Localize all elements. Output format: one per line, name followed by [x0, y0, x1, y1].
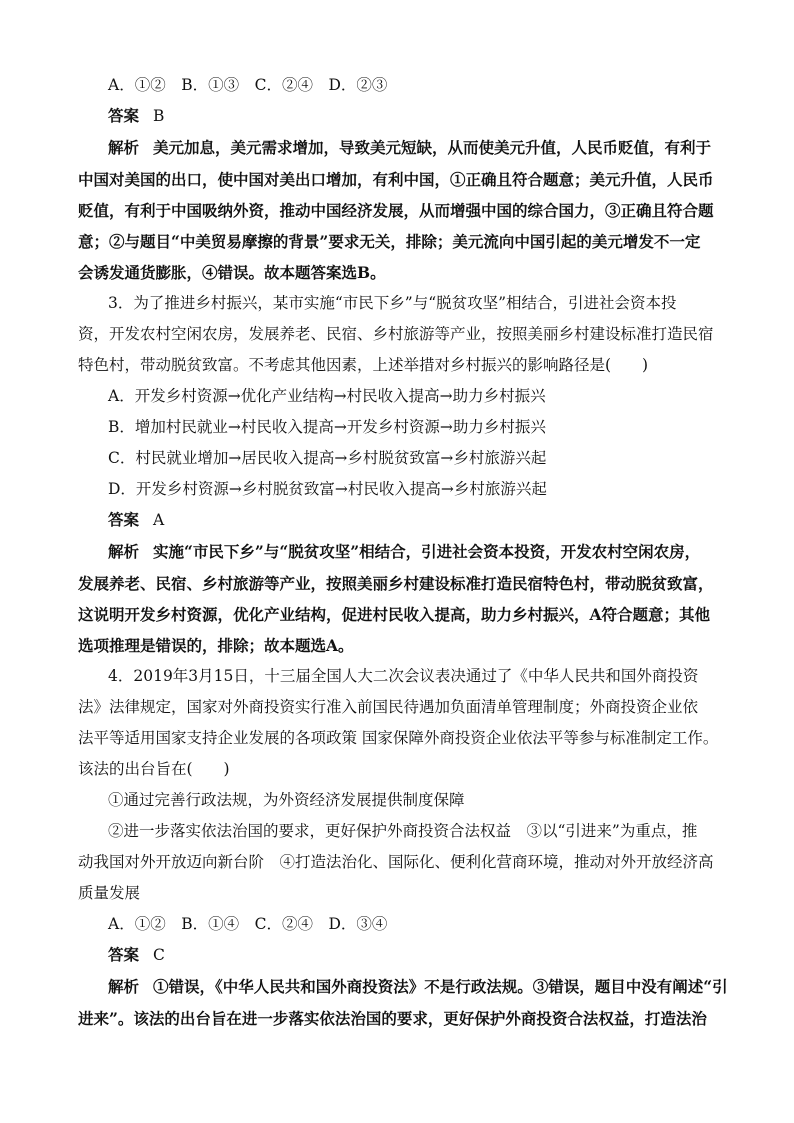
- q3-stem-line: 资，开发农村空闲农房，发展养老、民宿、乡村旅游等产业，按照美丽乡村建设标准打造民宿: [78, 325, 714, 343]
- q3-stem-line: 3．为了推进乡村振兴，某市实施“市民下乡”与“脱贫攻坚”相结合，引进社会资本投: [108, 294, 677, 312]
- q2-analysis-line: 解析 美元加息，美元需求增加，导致美元短缺，从而使美元升值，人民币贬值，有利于: [108, 138, 712, 157]
- document-page: [78, 70, 738, 1034]
- q2-options: A．①② B．①③ C．②④ D．②③: [108, 76, 388, 94]
- q3-stem-line: 特色村，带动脱贫致富。不考虑其他因素，上述举措对乡村振兴的影响路径是( ): [78, 356, 649, 374]
- q4-statement-line: ①通过完善行政法规，为外资经济发展提供制度保障: [108, 791, 465, 809]
- q4-analysis-line: 进来”。该法的出台旨在进一步落实依法治国的要求，更好保护外商投资合法权益，打造法治: [78, 1009, 707, 1028]
- q3-option-d: D．开发乡村资源→乡村脱贫致富→村民收入提高→乡村旅游兴起: [108, 480, 547, 498]
- q4-stem-line: 法》法律规定，国家对外商投资实行准入前国民待遇加负面清单管理制度；外商投资企业依: [78, 698, 699, 716]
- q3-answer-row: [78, 505, 738, 536]
- q4-analysis-line: 解析 ①错误，《中华人民共和国外商投资法》不是行政法规。③错误，题目中没有阐述“引: [108, 977, 728, 996]
- q4-stem-line: 4．2019年3月15日，十三届全国人大二次会议表决通过了《中华人民共和国外商投资: [108, 667, 699, 685]
- analysis-label: 解析: [108, 543, 140, 561]
- q2-analysis-line: 中国对美国的出口，使中国对美出口增加，有利中国，①正确且符合题意；美元升值，人民币: [78, 170, 714, 189]
- q4-stem-line: 法平等适用国家支持企业发展的各项政策 国家保障外商投资企业依法平等参与标准制定工作。: [78, 729, 719, 747]
- q4-stem-line: 该法的出台旨在( ): [78, 760, 230, 778]
- analysis-label: 解析: [108, 978, 140, 996]
- answer-value: B: [153, 107, 165, 125]
- q4-statement-line: 质量发展: [78, 884, 141, 902]
- q3-analysis-line: 选项推理是错误的，排除；故本题选A。: [78, 636, 354, 655]
- q2-analysis-line: 贬值，有利于中国吸纳外资，推动中国经济发展，从而增强中国的综合国力，③正确且符合题: [78, 201, 714, 220]
- answer-label: 答案: [108, 511, 140, 529]
- q3-option-a: A．开发乡村资源→优化产业结构→村民收入提高→助力乡村振兴: [108, 387, 546, 405]
- q2-analysis-line: 会诱发通货膨胀，④错误。故本题答案选B。: [78, 263, 386, 282]
- q3-option-c: C．村民就业增加→居民收入提高→乡村脱贫致富→乡村旅游兴起: [108, 449, 547, 467]
- answer-label: 答案: [108, 946, 140, 964]
- q4-options: A．①② B．①④ C．②④ D．③④: [108, 915, 388, 933]
- q4-statement-line: 动我国对外开放迈向新台阶 ④打造法治化、国际化、便利化营商环境，推动对外开放经济高: [78, 853, 714, 871]
- q3-analysis-line: 发展养老、民宿、乡村旅游等产业，按照美丽乡村建设标准打造民宿特色村，带动脱贫致富，: [78, 574, 714, 593]
- answer-value: C: [153, 946, 165, 964]
- answer-label: 答案: [108, 107, 140, 125]
- q4-statement-line: ②进一步落实依法治国的要求，更好保护外商投资合法权益 ③以“引进来”为重点，推: [108, 822, 698, 840]
- q2-analysis-line: 意；②与题目“中美贸易摩擦的背景”要求无关，排除；美元流向中国引起的美元增发不一定: [78, 232, 701, 251]
- q3-option-b: B．增加村民就业→村民收入提高→开发乡村资源→助力乡村振兴: [108, 418, 546, 436]
- q3-analysis-line: 解析 实施“市民下乡”与“脱贫攻坚”相结合，引进社会资本投资，开发农村空闲农房，: [108, 542, 701, 561]
- answer-value: A: [153, 511, 165, 529]
- q2-answer-row: [78, 101, 738, 132]
- q4-answer-row: [78, 940, 738, 971]
- q3-analysis-line: 这说明开发乡村资源，优化产业结构，促进村民收入提高，助力乡村振兴，A符合题意；其他: [78, 605, 711, 624]
- analysis-label: 解析: [108, 139, 140, 157]
